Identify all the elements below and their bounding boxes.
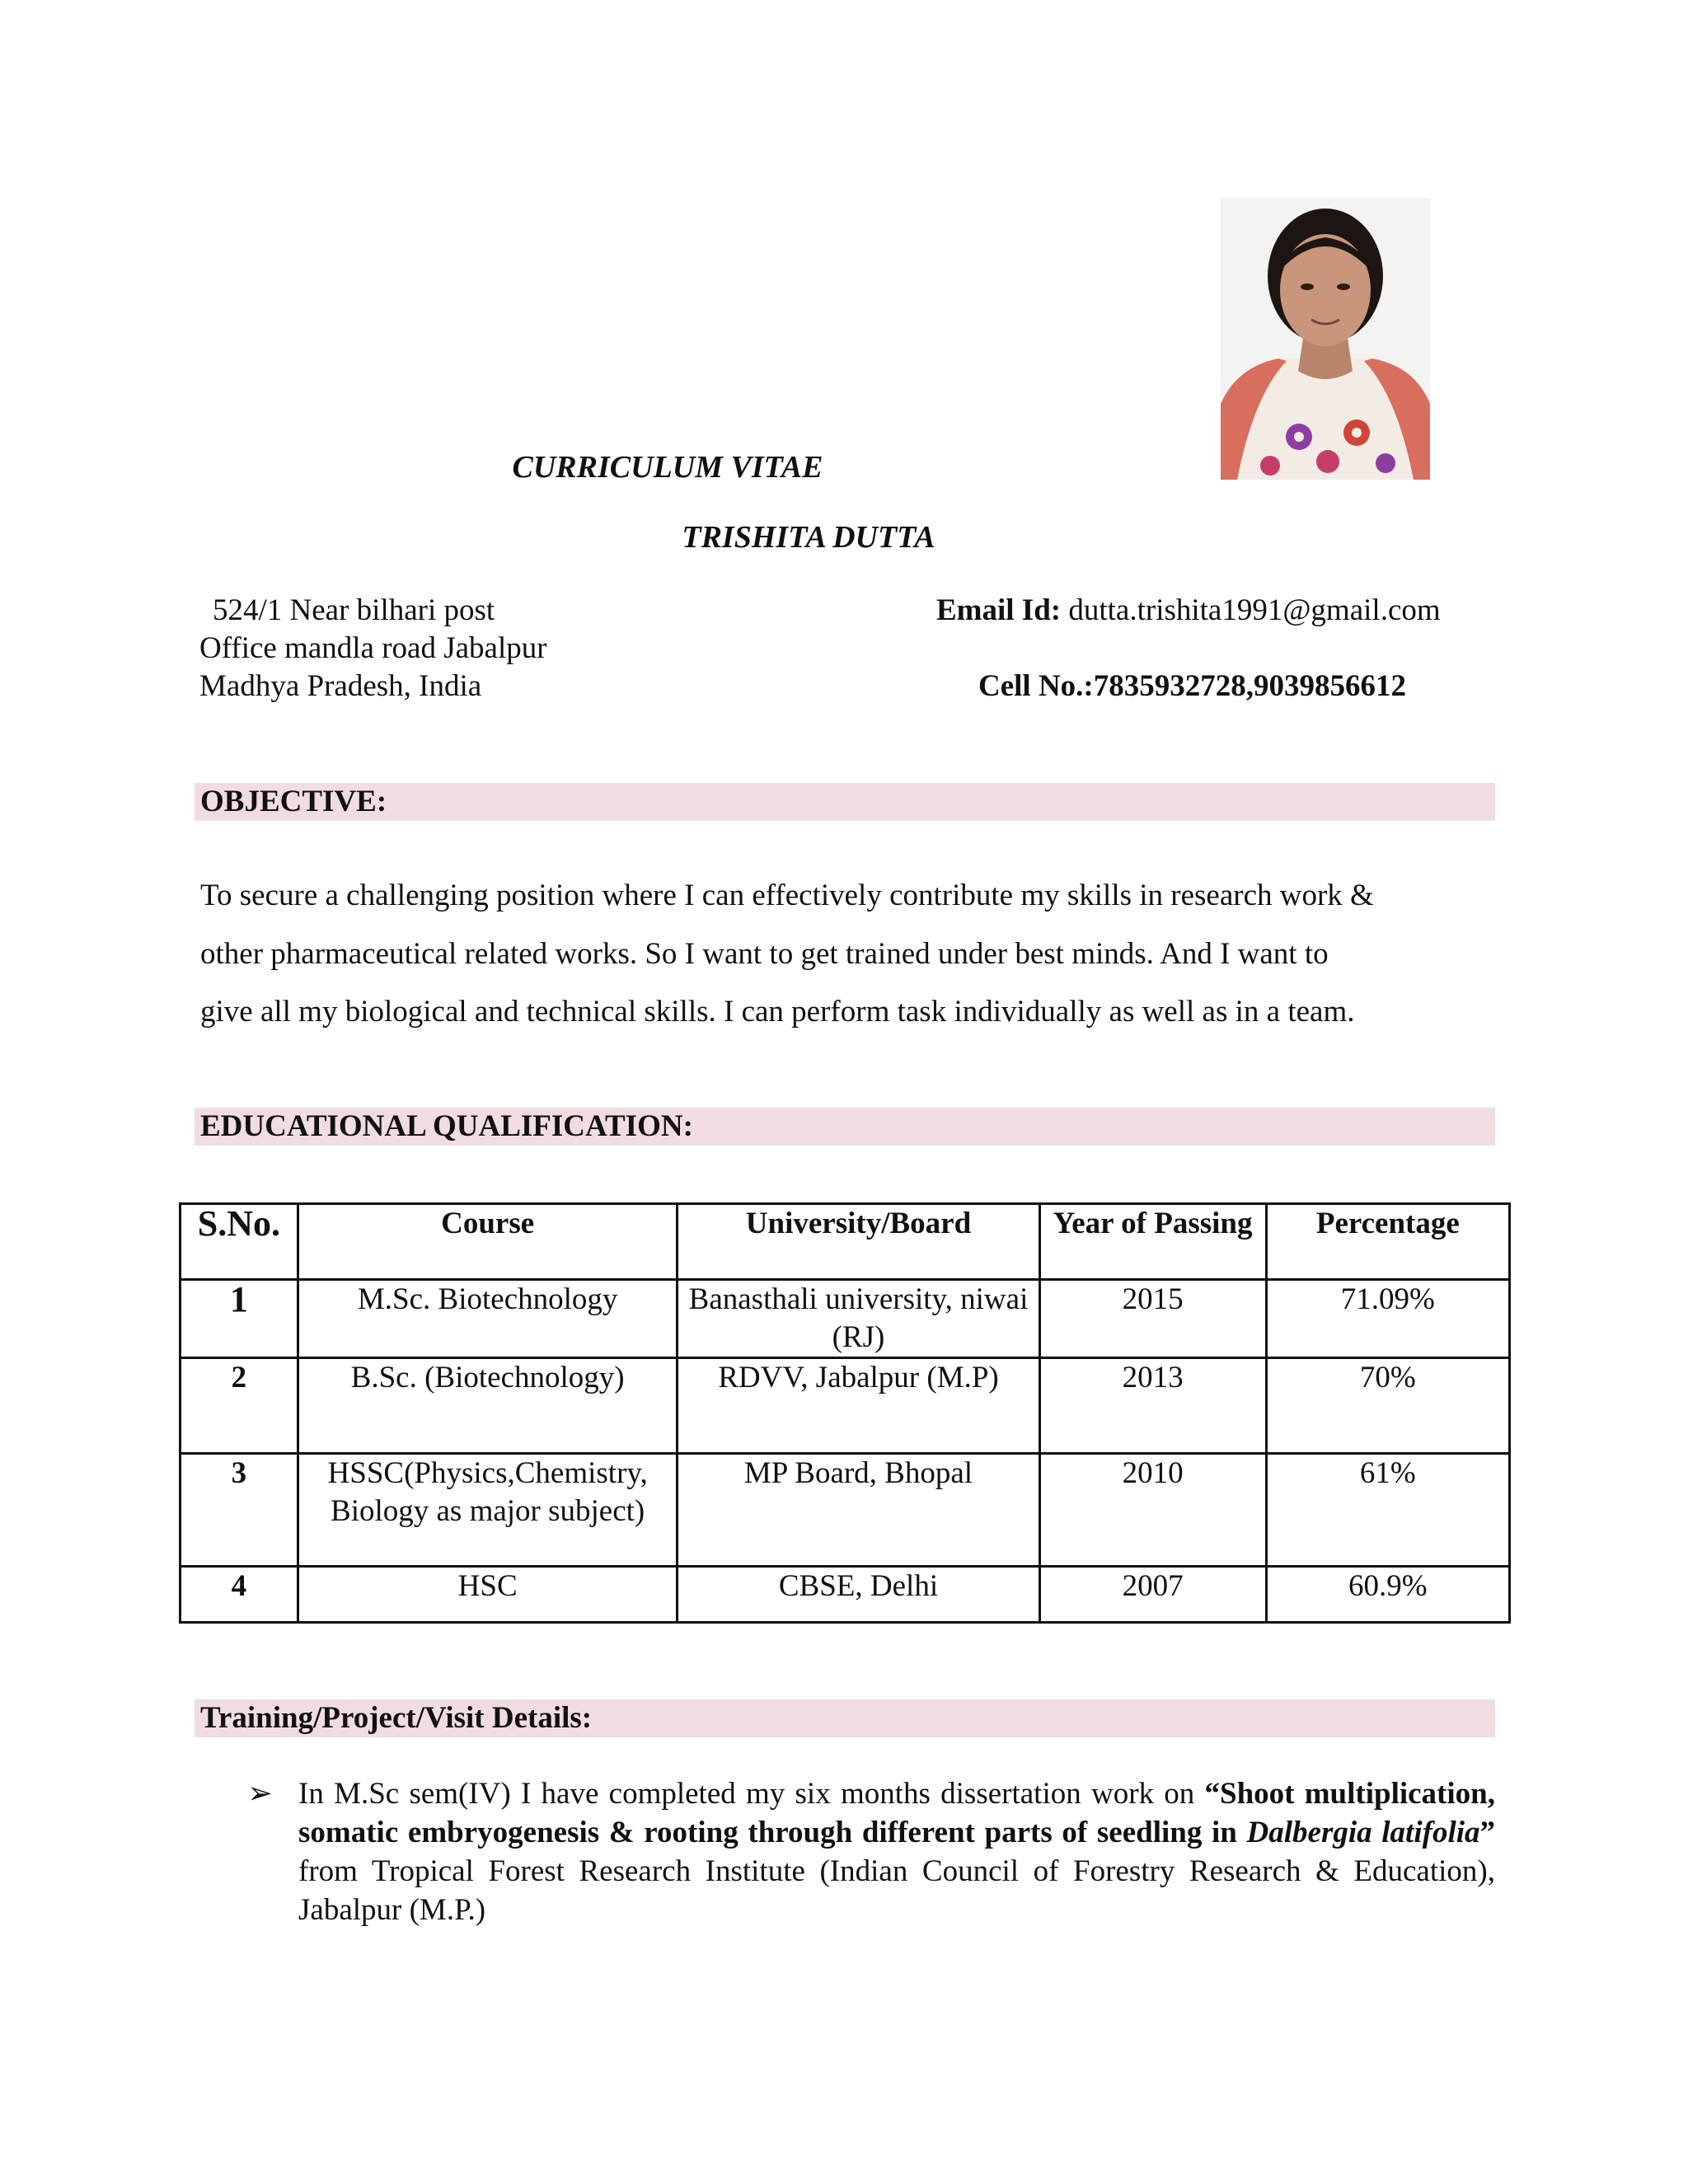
column-header-university: University/Board: [678, 1204, 1039, 1280]
column-header-year: Year of Passing: [1039, 1204, 1266, 1280]
training-prefix: In M.Sc sem(IV) I have completed my six months dissertation work on: [298, 1777, 1205, 1811]
address-line-2: Office mandla road Jabalpur: [199, 631, 547, 665]
table-row: [181, 1567, 1510, 1623]
cell-percentage: 60.9%: [1266, 1567, 1509, 1623]
table-row: [181, 1454, 1510, 1567]
training-title-close: ”: [1479, 1816, 1495, 1849]
table-header-row: [181, 1204, 1510, 1280]
cell-year: 2010: [1039, 1454, 1266, 1567]
address-line-1: 524/1 Near bilhari post: [213, 593, 495, 627]
table-row: [181, 1280, 1510, 1358]
cell-sno: 4: [181, 1567, 298, 1623]
training-suffix: from Tropical Forest Research Institute (Indian Council of Forestry Research & Education), Jabalpur (M.P.): [298, 1854, 1495, 1927]
cell-label: Cell No.:: [978, 669, 1094, 703]
cell-course: HSC: [298, 1567, 678, 1623]
cell-course: M.Sc. Biotechnology: [298, 1280, 678, 1358]
objective-line-3: give all my biological and technical skills. I can perform task individually as well as in a team.: [200, 995, 1355, 1029]
cell-university: CBSE, Delhi: [678, 1567, 1039, 1623]
email-row: [936, 592, 1441, 630]
cell-sno: 2: [181, 1358, 298, 1454]
cell-university: Banasthali university, niwai (RJ): [678, 1280, 1039, 1358]
cell-university: RDVV, Jabalpur (M.P): [678, 1358, 1039, 1454]
cell-percentage: 61%: [1266, 1454, 1509, 1567]
education-heading: EDUCATIONAL QUALIFICATION:: [200, 1109, 693, 1143]
education-table: [179, 1202, 1511, 1624]
column-header-percentage: Percentage: [1266, 1204, 1509, 1280]
arrow-bullet-icon: ➢: [247, 1777, 274, 1811]
training-item-text: [298, 1774, 1495, 1929]
cell-percentage: 71.09%: [1266, 1280, 1509, 1358]
candidate-name: TRISHITA DUTTA: [682, 520, 935, 555]
column-header-sno: S.No.: [181, 1204, 298, 1280]
cell-sno: 3: [181, 1454, 298, 1567]
document-title: CURRICULUM VITAE: [512, 450, 823, 485]
cell-value[interactable]: 7835932728,9039856612: [1093, 669, 1406, 703]
address-line-3: Madhya Pradesh, India: [199, 669, 482, 703]
table-row: [181, 1358, 1510, 1454]
objective-line-1: To secure a challenging position where I can effectively contribute my skills in research work &: [200, 879, 1374, 912]
objective-heading-bar: [195, 783, 1495, 821]
cell-course: HSSC(Physics,Chemistry, Biology as major subject): [298, 1454, 678, 1567]
training-item: [247, 1774, 1495, 1927]
email-label: Email Id:: [936, 593, 1062, 627]
cell-course: B.Sc. (Biotechnology): [298, 1358, 678, 1454]
training-title: “Shoot multiplication, somatic embryogenesis & rooting through different parts of seedling in: [298, 1777, 1495, 1849]
cell-row: [978, 668, 1406, 705]
portrait-image: [1221, 198, 1430, 480]
cell-year: 2013: [1039, 1358, 1266, 1454]
email-value[interactable]: dutta.trishita1991@gmail.com: [1068, 593, 1441, 627]
cell-sno: 1: [181, 1280, 298, 1358]
profile-photo: [1221, 198, 1430, 480]
training-species: Dalbergia latifolia: [1246, 1816, 1480, 1849]
cell-university: MP Board, Bhopal: [678, 1454, 1039, 1567]
column-header-course: Course: [298, 1204, 678, 1280]
training-heading: Training/Project/Visit Details:: [200, 1701, 593, 1735]
cell-percentage: 70%: [1266, 1358, 1509, 1454]
objective-line-2: other pharmaceutical related works. So I want to get trained under best minds. And I want to: [200, 937, 1329, 971]
objective-heading: OBJECTIVE:: [200, 785, 387, 818]
cell-year: 2015: [1039, 1280, 1266, 1358]
cell-year: 2007: [1039, 1567, 1266, 1623]
